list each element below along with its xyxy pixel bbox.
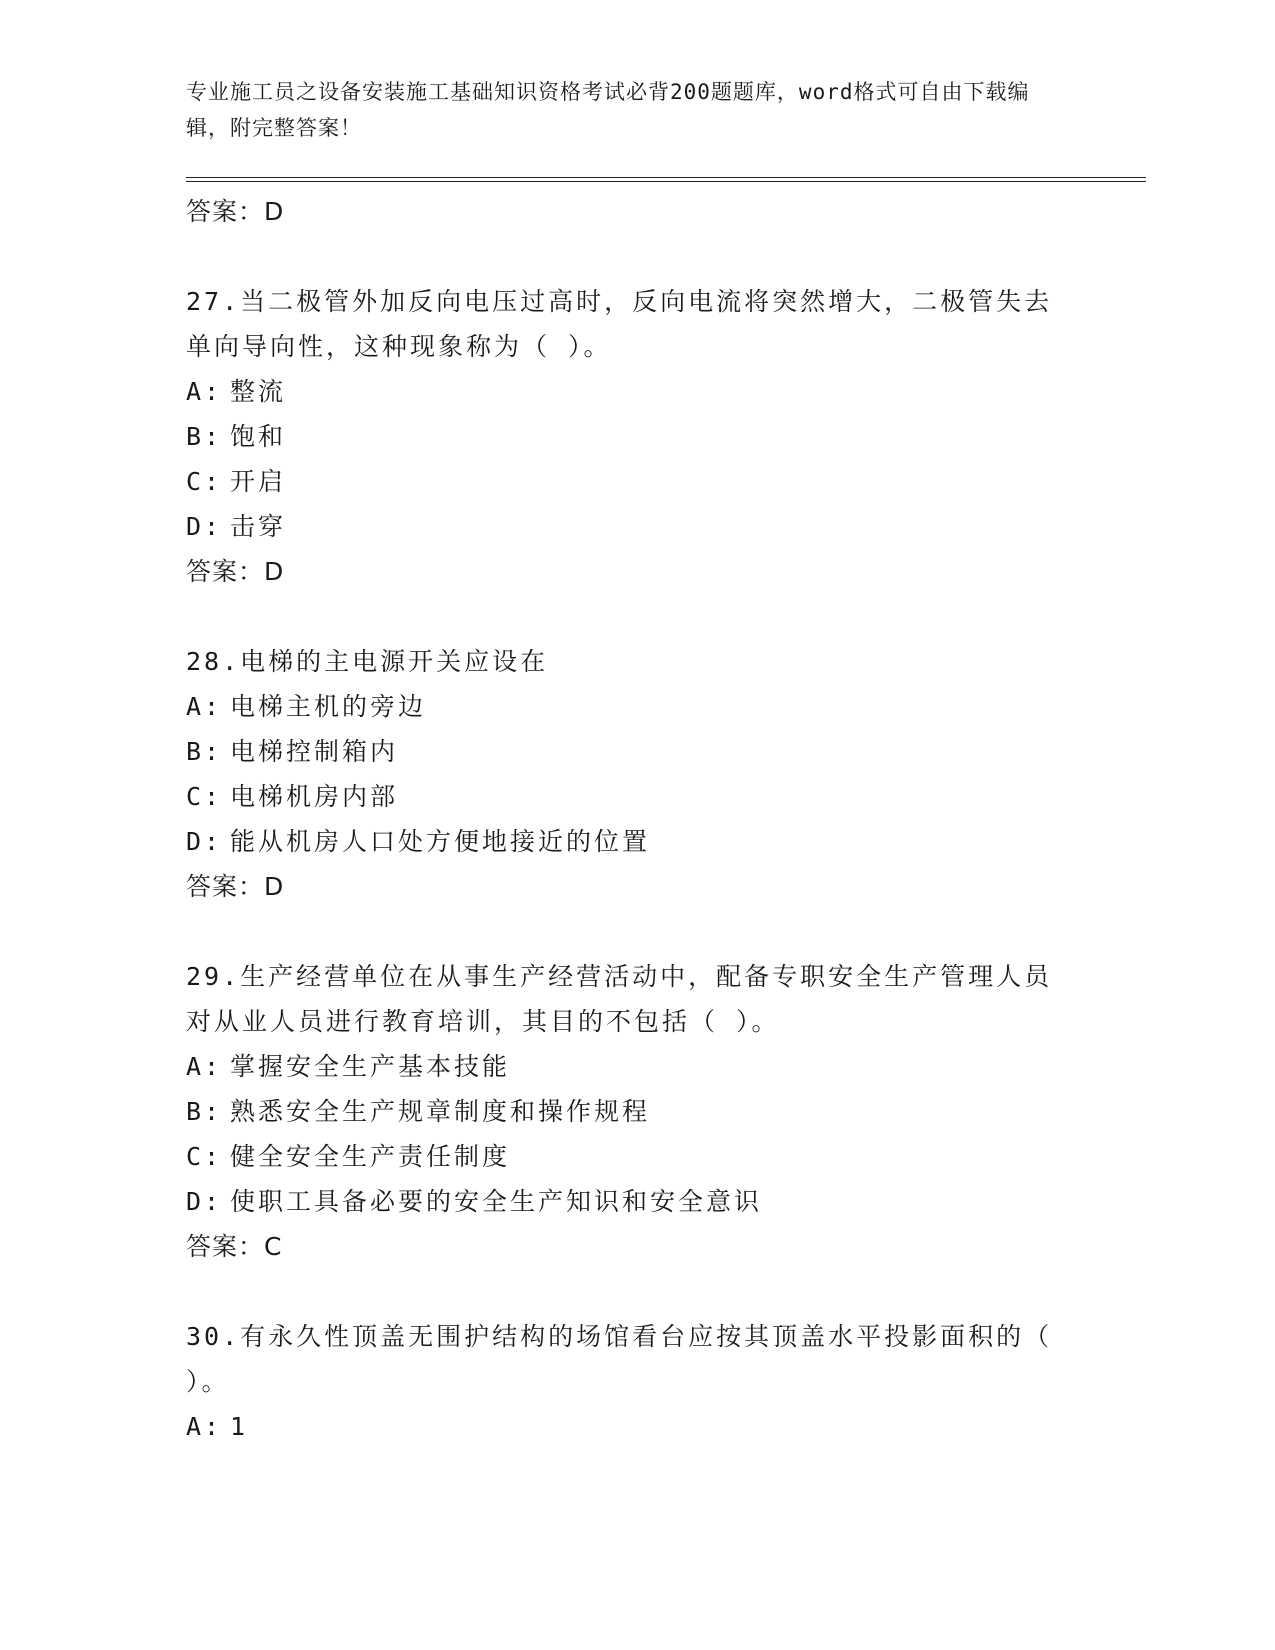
option-a (186, 1404, 1066, 1449)
option-c (186, 774, 1066, 819)
option-letter: B: (186, 1097, 223, 1126)
header-rule-bottom (186, 181, 1146, 182)
question-29 (186, 954, 1066, 1269)
option-letter: A: (186, 377, 223, 406)
option-letter: C: (186, 782, 223, 811)
question-text: 30.有永久性顶盖无围护结构的场馆看台应按其顶盖水平投影面积的（ ）。 (186, 1322, 1053, 1396)
question-28 (186, 639, 1066, 909)
option-letter: A: (186, 1052, 223, 1081)
question-text: 27.当二极管外加反向电压过高时，反向电流将突然增大，二极管失去单向导向性，这种现象称为（ ）。 (186, 287, 1053, 361)
option-text: 健全安全生产责任制度 (230, 1142, 511, 1171)
option-text: 使职工具备必要的安全生产知识和安全意识 (230, 1187, 763, 1216)
option-text: 电梯主机的旁边 (230, 692, 427, 721)
document-header (186, 74, 1066, 146)
option-letter: B: (186, 422, 223, 451)
option-text: 电梯控制箱内 (230, 737, 399, 766)
option-b (186, 729, 1066, 774)
option-d (186, 1179, 1066, 1224)
option-letter: A: (186, 692, 223, 721)
option-text: 电梯机房内部 (230, 782, 399, 811)
answer-line: 答案：C (186, 1232, 283, 1261)
option-a (186, 369, 1066, 414)
option-text: 1 (230, 1412, 249, 1441)
answer-line: 答案：D (186, 557, 285, 586)
option-c (186, 459, 1066, 504)
question-30 (186, 1314, 1066, 1449)
option-b (186, 1089, 1066, 1134)
option-text: 掌握安全生产基本技能 (230, 1052, 511, 1081)
option-b (186, 414, 1066, 459)
answer-line: 答案：D (186, 872, 285, 901)
option-letter: D: (186, 827, 223, 856)
header-rule-top (186, 177, 1146, 178)
question-27 (186, 279, 1066, 594)
question-text: 28.电梯的主电源开关应设在 (186, 647, 549, 676)
question-text: 29.生产经营单位在从事生产经营活动中，配备专职安全生产管理人员对从业人员进行教育培训，其目的不包括（ ）。 (186, 962, 1053, 1036)
option-letter: B: (186, 737, 223, 766)
header-text: 专业施工员之设备安装施工基础知识资格考试必背200题题库，word格式可自由下载编辑，附完整答案！ (186, 80, 1030, 140)
option-letter: A: (186, 1412, 223, 1441)
option-d (186, 504, 1066, 549)
option-letter: C: (186, 467, 223, 496)
option-c (186, 1134, 1066, 1179)
answer-line: 答案：D (186, 197, 285, 226)
document-body (186, 189, 1066, 1449)
option-d (186, 819, 1066, 864)
option-text: 能从机房人口处方便地接近的位置 (230, 827, 651, 856)
option-letter: D: (186, 1187, 223, 1216)
option-text: 熟悉安全生产规章制度和操作规程 (230, 1097, 651, 1126)
option-letter: D: (186, 512, 223, 541)
option-a (186, 1044, 1066, 1089)
option-letter: C: (186, 1142, 223, 1171)
option-text: 击穿 (230, 512, 287, 541)
option-text: 开启 (230, 467, 287, 496)
option-a (186, 684, 1066, 729)
option-text: 整流 (230, 377, 287, 406)
option-text: 饱和 (230, 422, 287, 451)
